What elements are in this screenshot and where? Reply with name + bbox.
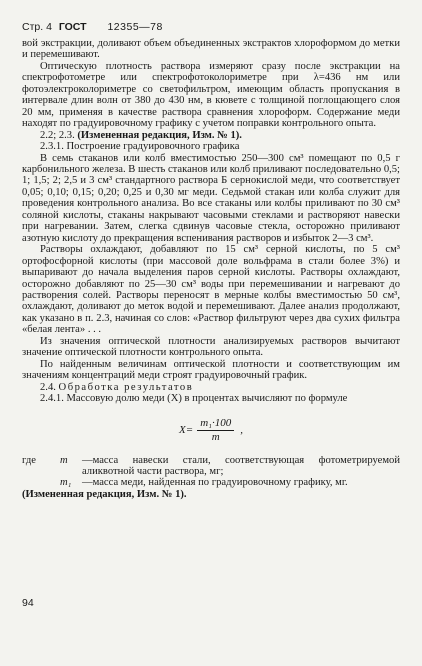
- where-label: где: [22, 454, 36, 466]
- change-note: (Измененная редакция, Изм. № 1).: [77, 129, 242, 141]
- gost-label: ГОСТ: [58, 21, 87, 33]
- section-number: 2.3.1.: [40, 141, 64, 153]
- page-body: [22, 38, 400, 500]
- formula: [22, 411, 400, 451]
- page-number: 94: [22, 597, 34, 609]
- page-label: Стр. 4: [22, 21, 52, 33]
- formula-tail: ,: [240, 423, 243, 436]
- section-change-line: [22, 130, 400, 141]
- paragraph: Оптическую плотность раствора измеряют сразу после экстракции на спектрофотометре или спектрофотоколориметре при λ=436 нм или фотоэлектроколориметре со светофильтром, имеющим область пропускания в интервале длин волн от 380 до 430 нм, в кювете с толщиной поглощающего слоя 20 мм, применяя в качестве раствора сравнения хлороформ. Содержание меди находят по градуировочному графику с учетом поправки контрольного опыта.: [22, 60, 400, 130]
- formula-numerator: m₁·100: [197, 418, 234, 431]
- section-heading: [22, 382, 400, 393]
- symbol-m1: m₁: [60, 477, 72, 489]
- section-title: Обработка результатов: [58, 381, 194, 393]
- paragraph: вой экстракции, доливают объем объединенных экстрактов хлороформом до метки и перемешивают.: [22, 38, 400, 61]
- variable-definitions: [22, 455, 400, 489]
- paragraph: В семь стаканов или колб вместимостью 250—300 см³ помещают по 0,5 г карбонильного железа. В шесть стаканов или колб приливают последовательно 0,5; 1; 1,5; 2; 2,5 и 3 см³ стандартного раствора Б сернокислой меди, что соответствует 0,05; 0,10; 0,15; 0,20; 0,25 и 0,30 мг меди. Седьмой стакан или колба служит для проведения контрольного анализа. Во все стаканы или колбы приливают по 30 см³ соляной кислоты, стаканы накрывают часовыми стеклами и растворяют навески при нагревании. Затем, слегка сдвинув часовые стекла, осторожно приливают азотную кислоту до прекращения вспенивания растворов и избыток 2—3 см³.: [22, 152, 401, 244]
- change-note: (Измененная редакция, Изм. № 1).: [22, 488, 187, 500]
- paragraph: Из значения оптической плотности анализируемых растворов вычитают значение оптической плотности контрольного опыта.: [22, 335, 400, 359]
- definition-row: [22, 477, 400, 488]
- paragraph: Растворы охлаждают, добавляют по 15 см³ серной кислоты, по 5 см³ ортофосфорной кислоты (при массовой доле вольфрама в стали более 3%) и выпаривают до начала выделения паров серной кислоты. Растворы охлаждают, осторожно добавляют по 25—30 см³ воды при перемешивании и нагревают до растворения солей. Растворы переносят в мерные колбы вместимостью 50 см³, охлаждают, доливают до меток водой и перемешивают. Далее анализ продолжают, как указано в п. 2.3, начиная со слов: «Раствор фильтруют через два сухих фильтра «белая лента» . . .: [22, 244, 400, 336]
- standard-code: 12355—78: [107, 21, 163, 33]
- section-number: 2.4.: [40, 381, 56, 393]
- definition-row: [22, 455, 400, 478]
- definition-m: —масса навески стали, соответствующая фотометрируемой аликвотной части раствора, мг;: [82, 454, 400, 477]
- formula-lhs: X=: [179, 423, 194, 436]
- section-title: Построение градуировочного графика: [66, 141, 240, 153]
- symbol-m: m: [60, 454, 68, 466]
- formula-denominator: m: [211, 431, 220, 443]
- section-number: 2.2; 2.3.: [40, 129, 75, 141]
- subsection-heading: [22, 141, 400, 152]
- paragraph: По найденным величинам оптической плотности и соответствующим им значениям концентраций меди строят градуировочный график.: [22, 358, 400, 382]
- paragraph: 2.4.1. Массовую долю меди (X) в процентах вычисляют по формуле: [40, 393, 348, 405]
- formula-fraction: [197, 418, 234, 444]
- page-header: [22, 21, 163, 33]
- definition-m1: —масса меди, найденная по градуировочному графику, мг.: [82, 477, 348, 489]
